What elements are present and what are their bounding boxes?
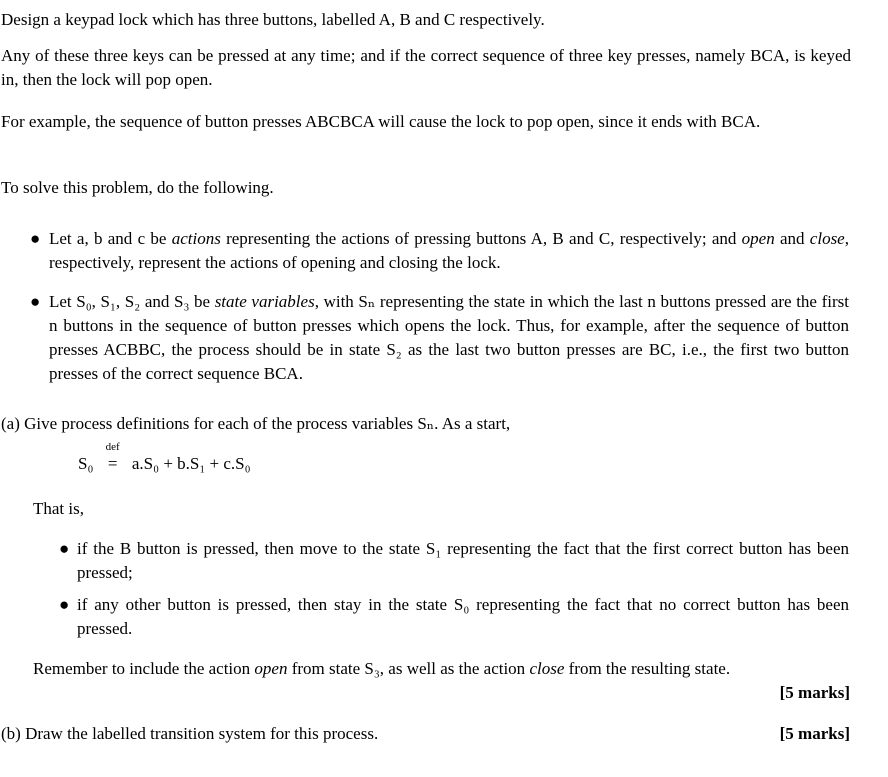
that-is-label: That is, bbox=[33, 499, 84, 518]
sub-bullet-b-pressed: if the B button is pressed, then move to the state S₁ representing the fact that the first correct button has been pressed; bbox=[77, 539, 849, 582]
definition-symbol: def = bbox=[105, 441, 120, 473]
equation-rhs: a.S₀ + b.S₁ + c.S₀ bbox=[131, 454, 251, 473]
process-definition-equation bbox=[78, 441, 251, 476]
example-paragraph: For example, the sequence of button presses ABCBCA will cause the lock to pop open, since it ends with BCA. bbox=[1, 112, 761, 131]
intro-paragraph-sequence: Any of these three keys can be pressed at any time; and if the correct sequence of three key presses, namely BCA, is keyed in, then the lock will pop open. bbox=[1, 46, 851, 89]
part-a-question: (a) Give process definitions for each of the process variables Sₙ. As a start, bbox=[1, 414, 511, 433]
bullet-actions: Let a, b and c be actions representing the actions of pressing buttons A, B and C, respectively; and open and close, respectively, represent the actions of opening and closing the lock. bbox=[49, 229, 849, 272]
part-b-question: (b) Draw the labelled transition system for this process. bbox=[1, 724, 379, 743]
bullet-dot-icon: ● bbox=[59, 595, 70, 614]
bullet-dot-icon: ● bbox=[30, 292, 41, 311]
bullet-state-variables: Let S₀, S₁, S₂ and S₃ be state variables, with Sₙ representing the state in which the last n buttons pressed are the first n buttons in the sequence of button presses which opens the lock. Thus, for example, after the sequence of button presses ACBBC, the process should be in state S₂ as the last two button presses are BC, i.e., the first two button presses of the correct sequence BCA. bbox=[49, 292, 849, 383]
instructions-line: To solve this problem, do the following. bbox=[1, 178, 274, 197]
sub-bullet-other-pressed: if any other button is pressed, then stay in the state S₀ representing the fact that no correct button has been pressed. bbox=[77, 595, 849, 638]
equation-lhs: S₀ bbox=[78, 454, 94, 473]
intro-line: Design a keypad lock which has three buttons, labelled A, B and C respectively. bbox=[1, 10, 545, 29]
part-b-marks: [5 marks] bbox=[779, 724, 850, 743]
remember-note: Remember to include the action open from state S₃, as well as the action close from the resulting state. bbox=[33, 659, 731, 678]
part-a-marks: [5 marks] bbox=[779, 683, 850, 702]
bullet-dot-icon: ● bbox=[30, 229, 41, 248]
bullet-dot-icon: ● bbox=[59, 539, 70, 558]
